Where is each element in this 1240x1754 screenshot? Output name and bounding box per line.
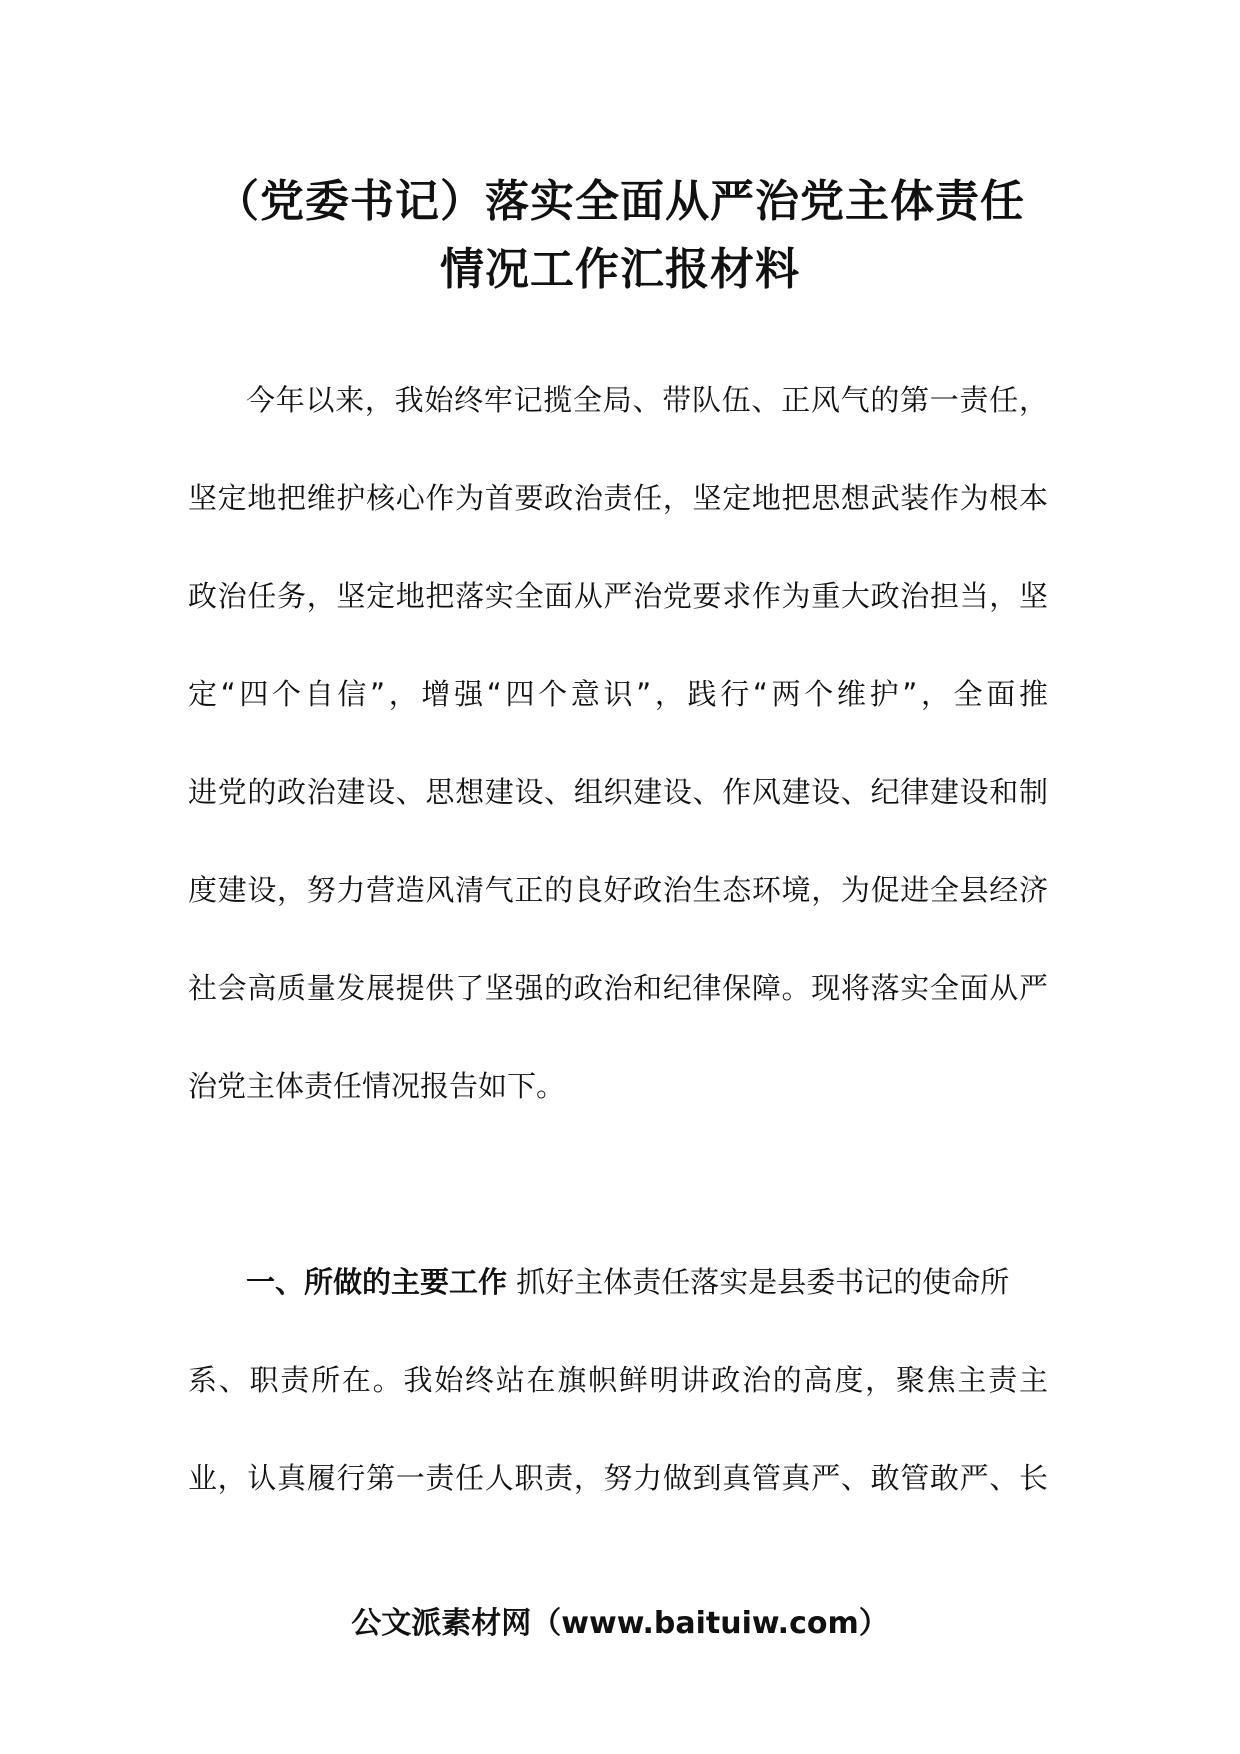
paragraph-line: 今年以来，我始终牢记揽全局、带队伍、正风气的第一责任， [246,383,1048,417]
paragraph-line: 进党的政治建设、思想建设、组织建设、作风建设、纪律建设和制 [188,775,1048,809]
document-title-line-1: （党委书记）落实全面从严治党主体责任 [215,176,1025,227]
paragraph-line: 系、职责所在。我始终站在旗帜鲜明讲政治的高度，聚焦主责主 [188,1363,1048,1397]
document-title-line-2: 情况工作汇报材料 [440,244,800,295]
section-text: 抓好主体责任落实是县委书记的使命所 [507,1265,1010,1299]
paragraph-line: 定“四个自信”，增强“四个意识”，践行“两个维护”，全面推 [188,677,1048,711]
paragraph-line: 政治任务，坚定地把落实全面从严治党要求作为重大政治担当，坚 [188,579,1048,613]
paragraph-line: 坚定地把维护核心作为首要政治责任，坚定地把思想武装作为根本 [188,481,1048,515]
section-heading: 一、所做的主要工作 [246,1265,508,1299]
paragraph-line: 治党主体责任情况报告如下。 [188,1069,566,1103]
section-heading-line [188,1252,1048,1350]
paragraph-line: 度建设，努力营造风清气正的良好政治生态环境，为促进全县经济 [188,873,1048,907]
document-body [188,370,1048,1546]
paragraph-line: 业，认真履行第一责任人职责，努力做到真管真严、敢管敢严、长 [188,1461,1048,1495]
paragraph-line: 社会高质量发展提供了坚强的政治和纪律保障。现将落实全面从严 [188,971,1048,1005]
page-footer-watermark: 公文派素材网（www.baituiw.com） [351,1606,889,1641]
